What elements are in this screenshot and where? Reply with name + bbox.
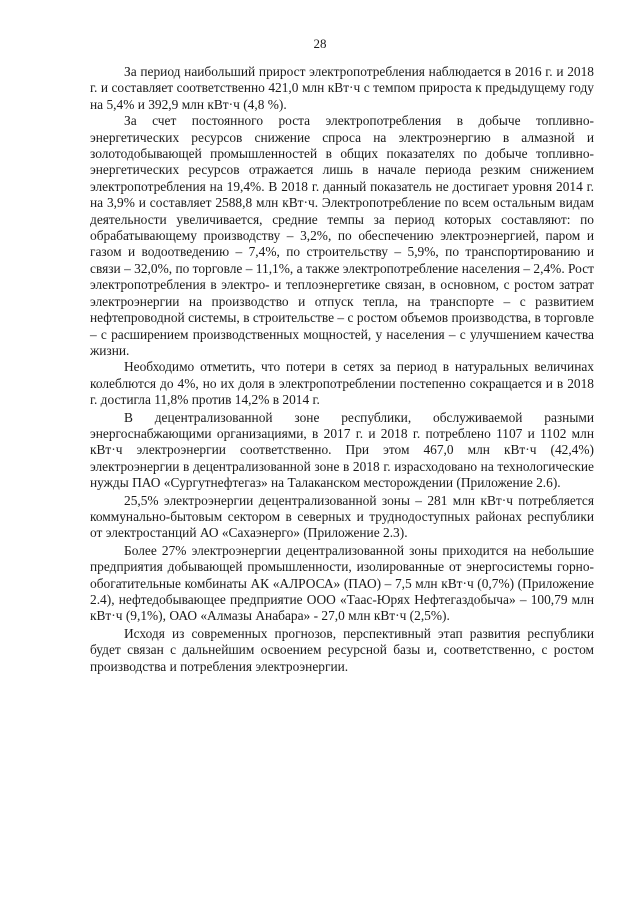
paragraph-network-losses: Необходимо отметить, что потери в сетях за период в натуральных величинах колеблются до 4%, но их доля в электропотреблении постепенно сокращается и в 2018 г. достигла 11,8% против 14,2% в 2014 г. bbox=[90, 359, 594, 408]
page-number: 28 bbox=[313, 36, 327, 51]
paragraph-household-sector: 25,5% электроэнергии децентрализованной зоны – 281 млн кВт·ч потребляется коммунально-бытовым сектором в северных и труднодоступных районах республики от электростанций АО «Сахаэнерго» (Приложение 2.3). bbox=[90, 492, 594, 541]
paragraph-mining-enterprises: Более 27% электроэнергии децентрализованной зоны приходится на небольшие предприятия добывающей промышленности, изолированные от энергосистемы горно-обогатительные комбинаты АК «АЛРОСА» (ПАО) – 7,5 млн кВт·ч (0,7%) (Приложение 2.4), нефтедобывающее предприятие ООО «Таас-Юрях Нефтегаздобыча» – 100,79 млн кВт·ч (9,1%), ОАО «Алмазы Анабара» - 27,0 млн кВт·ч (2,5%). bbox=[90, 542, 594, 624]
paragraph-forecast: Исходя из современных прогнозов, перспективный этап развития республики будет связан с дальнейшим освоением ресурсной базы и, соответственно, с ростом производства и потребления электроэнергии. bbox=[90, 625, 594, 674]
paragraph-decentralized-zone: В децентрализованной зоне республики, обслуживаемой разными энергоснабжающими организациями, в 2017 г. и 2018 г. потреблено 1107 и 1102 млн кВт·ч электроэнергии соответственно. При этом 467,0 млн кВт·ч (42,4%) электроэнергии в децентрализованной зоне в 2018 г. израсходовано на технологические нужды ПАО «Сургутнефтегаз» на Талаканском месторождении (Приложение 2.6). bbox=[90, 409, 594, 491]
document-body bbox=[90, 64, 594, 675]
paragraph-peak-growth: За период наибольший прирост электропотребления наблюдается в 2016 г. и 2018 г. и составляет соответственно 421,0 млн кВт·ч с темпом прироста к предыдущему году на 5,4% и 392,9 млн кВт·ч (4,8 %). bbox=[90, 64, 594, 112]
paragraph-fuel-energy: За счет постоянного роста электропотребления в добыче топливно-энергетических ресурсов снижение спроса на электроэнергию в алмазной и золотодобывающей промышленностей в общих показателях по добыче топливно-энергетических ресурсов отражается лишь в начале периода резким снижением электропотребления на 19,4%. В 2018 г. данный показатель не достигает уровня 2014 г. на 3,9% и составляет 2588,8 млн кВт·ч. Электропотребление по всем остальным видам деятельности увеличивается, средние темпы за период которых составляют: по обрабатывающему производству – 3,2%, по обеспечению электроэнергией, паром и газом и водоотведению – 7,4%, по строительству – 5,9%, по транспортированию и связи – 32,0%, по торговле – 11,1%, а также электропотребление населения – 2,4%. Рост электропотребления в электро- и теплоэнергетике связан, в основном, с ростом затрат электроэнергии на производство и отпуск тепла, на транспорте – с развитием нефтепроводной системы, в строительстве – с ростом объемов производства, в торговле – с расширением производственных мощностей, у населения – с улучшением качества жизни. bbox=[90, 113, 594, 358]
